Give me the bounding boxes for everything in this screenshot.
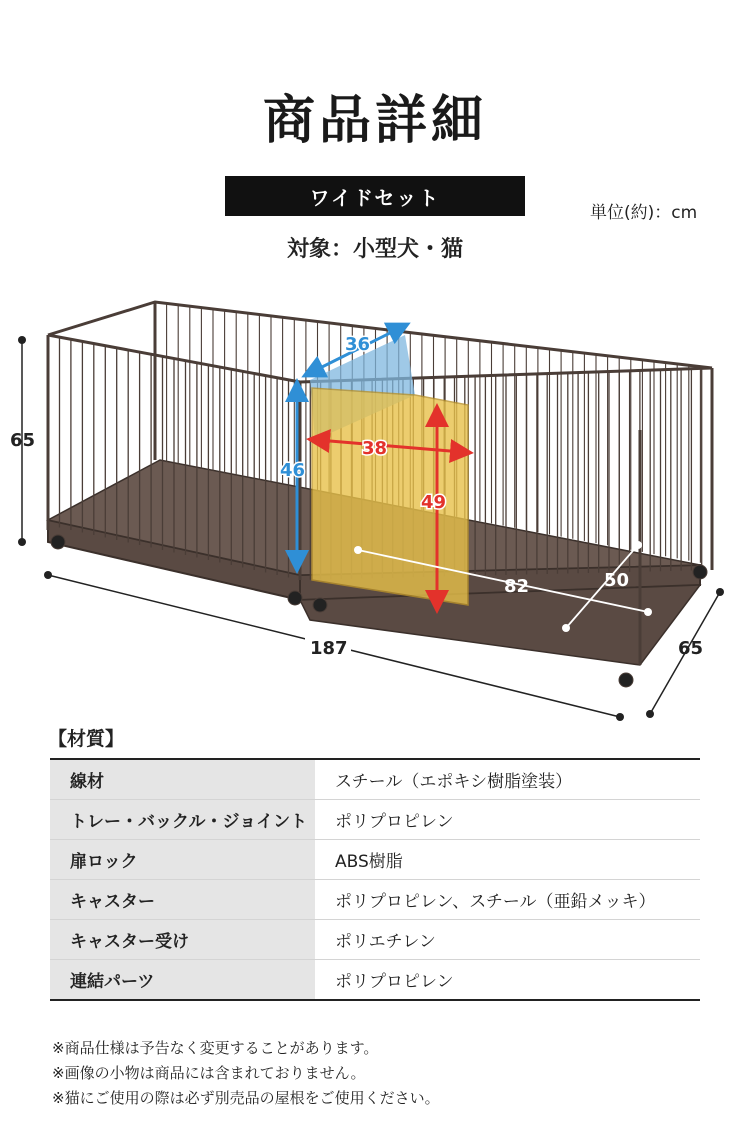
material-value: ポリプロピレン、スチール（亜鉛メッキ） [315, 880, 700, 920]
page-title: 商品詳細 [262, 91, 487, 151]
depth-dimension-label: 65 [678, 638, 704, 659]
door-width-dimension-label: 36 [345, 334, 371, 355]
tray-depth-dimension-label: 50 [604, 570, 630, 591]
material-part: 連結パーツ [50, 960, 315, 1001]
material-value: ポリプロピレン [315, 960, 700, 1001]
material-part: 線材 [50, 759, 315, 800]
table-row [50, 920, 700, 960]
table-row [50, 960, 700, 1001]
material-value: ABS樹脂 [315, 840, 700, 880]
caster [313, 598, 327, 612]
material-part: 扉ロック [50, 840, 315, 880]
caster [288, 591, 302, 605]
footnote: ※画像の小物は商品には含まれておりません。 [52, 1064, 366, 1082]
material-part: キャスター受け [50, 920, 315, 960]
table-row [50, 840, 700, 880]
caster [51, 535, 65, 549]
material-value: ポリエチレン [315, 920, 700, 960]
total-width-dimension-label: 187 [310, 638, 348, 659]
materials-table [50, 758, 700, 1001]
footnotes [52, 1036, 440, 1111]
material-part: キャスター [50, 880, 315, 920]
material-value: ポリプロピレン [315, 800, 700, 840]
target-note: 対象：小型犬・猫 [286, 237, 463, 262]
caster [693, 565, 707, 579]
tray-width-dimension-label: 82 [504, 576, 530, 597]
table-row [50, 759, 700, 800]
caster [619, 673, 633, 687]
set-name-badge: ワイドセット [225, 176, 525, 216]
material-part: トレー・バックル・ジョイント [50, 800, 315, 840]
table-row [50, 800, 700, 840]
table-row [50, 880, 700, 920]
door-height-dimension-label: 46 [280, 460, 306, 481]
material-value: スチール（エポキシ樹脂塗装） [315, 759, 700, 800]
materials-heading: 【材質】 [48, 728, 125, 750]
footnote: ※猫にご使用の際は必ず別売品の屋根をご使用ください。 [52, 1089, 440, 1107]
height-dimension-label: 65 [10, 430, 36, 451]
panel-height-dimension-label: 49 [421, 492, 447, 513]
panel-width-dimension-label: 38 [362, 438, 388, 459]
footnote: ※商品仕様は予告なく変更することがあります。 [52, 1039, 379, 1057]
cage-dimension-diagram [0, 280, 750, 725]
unit-note: 単位(約)：cm [590, 203, 698, 223]
